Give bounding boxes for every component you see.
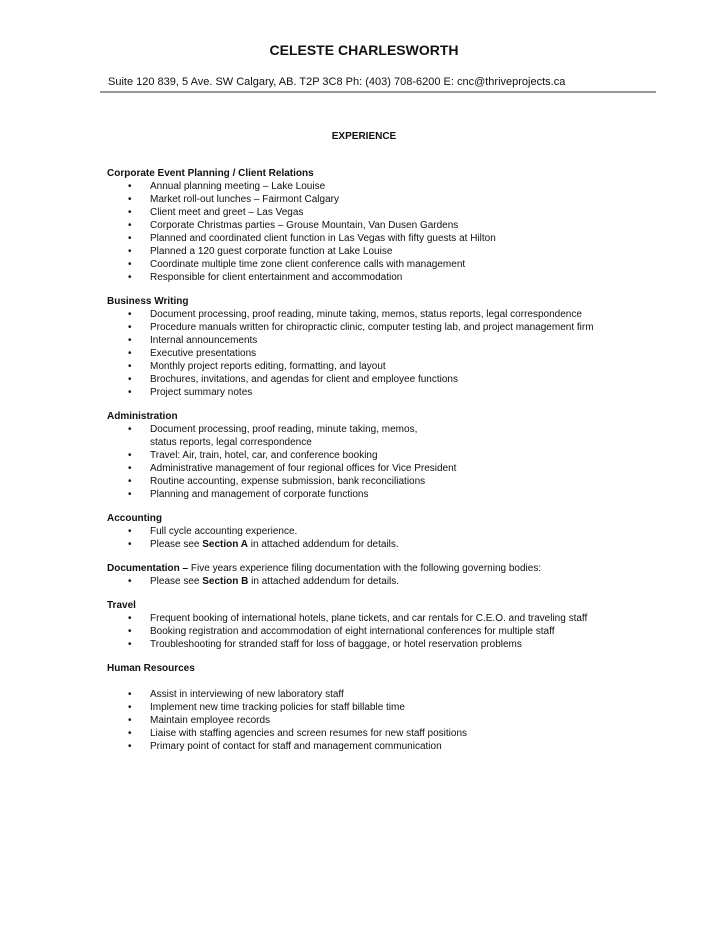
list-item bbox=[107, 245, 667, 258]
bullet-icon: • bbox=[128, 220, 132, 231]
bullet-icon: • bbox=[128, 526, 132, 537]
item-text: Routine accounting, expense submission, bank reconciliations bbox=[150, 476, 426, 487]
section-business-writing bbox=[107, 295, 667, 399]
section-administration bbox=[107, 410, 667, 501]
section-heading bbox=[107, 295, 667, 308]
section-heading bbox=[107, 599, 667, 612]
heading-description: Five years experience filing documentation with the following governing bodies: bbox=[188, 563, 542, 574]
bullet-icon: • bbox=[128, 272, 132, 283]
list-item bbox=[107, 688, 667, 701]
bullet-icon: • bbox=[128, 233, 132, 244]
list-item bbox=[107, 575, 667, 588]
heading-text: Administration bbox=[107, 411, 178, 422]
section-heading bbox=[107, 662, 667, 675]
bullet-icon: • bbox=[128, 702, 132, 713]
bullet-list bbox=[107, 612, 667, 651]
item-bold-text: Section A bbox=[202, 539, 249, 550]
section-travel bbox=[107, 599, 667, 651]
bullet-list bbox=[107, 423, 667, 501]
item-bold-text: Section B bbox=[202, 576, 249, 587]
list-item bbox=[107, 360, 667, 373]
list-item bbox=[107, 740, 667, 753]
item-text: Planned and coordinated client function in Las Vegas with fifty guests at Hilton bbox=[150, 233, 496, 244]
item-text: Corporate Christmas parties – Grouse Mountain, Van Dusen Gardens bbox=[150, 220, 459, 231]
bullet-icon: • bbox=[128, 613, 132, 624]
item-text: Full cycle accounting experience. bbox=[150, 526, 298, 537]
bullet-icon: • bbox=[128, 309, 132, 320]
spacer bbox=[107, 675, 667, 688]
list-item bbox=[107, 193, 667, 206]
experience-title: EXPERIENCE bbox=[331, 131, 397, 142]
bullet-list bbox=[107, 308, 667, 399]
list-item bbox=[107, 462, 667, 475]
list-item bbox=[107, 258, 667, 271]
bullet-icon: • bbox=[128, 387, 132, 398]
heading-text: Corporate Event Planning / Client Relations bbox=[107, 168, 314, 179]
list-item bbox=[107, 475, 667, 488]
item-text: Travel: Air, train, hotel, car, and conference booking bbox=[150, 450, 378, 461]
item-text: Liaise with staffing agencies and screen resumes for new staff positions bbox=[150, 728, 468, 739]
list-item bbox=[107, 727, 667, 740]
bullet-icon: • bbox=[128, 207, 132, 218]
item-text: Troubleshooting for stranded staff for loss of baggage, or hotel reservation problems bbox=[150, 639, 522, 650]
bullet-icon: • bbox=[128, 639, 132, 650]
section-human-resources bbox=[107, 662, 667, 753]
item-text: Assist in interviewing of new laboratory staff bbox=[150, 689, 344, 700]
bullet-list bbox=[107, 525, 667, 551]
bullet-icon: • bbox=[128, 689, 132, 700]
list-item bbox=[107, 488, 667, 501]
list-item bbox=[107, 373, 667, 386]
item-text: Internal announcements bbox=[150, 335, 258, 346]
list-item bbox=[107, 625, 667, 638]
item-text: Please see bbox=[150, 539, 203, 550]
list-item bbox=[107, 612, 667, 625]
bullet-icon: • bbox=[128, 450, 132, 461]
list-item bbox=[107, 206, 667, 219]
bullet-icon: • bbox=[128, 246, 132, 257]
bullet-icon: • bbox=[128, 576, 132, 587]
item-text: Coordinate multiple time zone client conference calls with management bbox=[150, 259, 466, 270]
bullet-icon: • bbox=[128, 374, 132, 385]
item-text: Maintain employee records bbox=[150, 715, 271, 726]
bullet-list bbox=[107, 575, 667, 588]
item-text: Planned a 120 guest corporate function at Lake Louise bbox=[150, 246, 393, 257]
item-text: Frequent booking of international hotels, plane tickets, and car rentals for C.E.O. and traveling staff bbox=[150, 613, 588, 624]
section-heading bbox=[107, 410, 667, 423]
bullet-icon: • bbox=[128, 489, 132, 500]
list-item bbox=[107, 180, 667, 193]
list-item bbox=[107, 449, 667, 462]
section-heading bbox=[107, 512, 667, 525]
item-text: Primary point of contact for staff and management communication bbox=[150, 741, 442, 752]
list-item bbox=[107, 423, 667, 449]
bullet-icon: • bbox=[128, 728, 132, 739]
item-text: Administrative management of four regional offices for Vice President bbox=[150, 463, 457, 474]
item-text: Planning and management of corporate functions bbox=[150, 489, 369, 500]
item-text: Project summary notes bbox=[150, 387, 253, 398]
item-text: Monthly project reports editing, formatting, and layout bbox=[150, 361, 386, 372]
section-corporate-event-planning-client-relations bbox=[107, 167, 667, 284]
list-item bbox=[107, 538, 667, 551]
list-item bbox=[107, 525, 667, 538]
bullet-list bbox=[107, 180, 667, 284]
list-item bbox=[107, 232, 667, 245]
list-item bbox=[107, 334, 667, 347]
section-documentation bbox=[107, 562, 667, 588]
experience-content bbox=[107, 167, 667, 764]
section-heading bbox=[107, 167, 667, 180]
bullet-list bbox=[107, 688, 667, 753]
item-text-end: in attached addendum for details. bbox=[248, 576, 400, 587]
bullet-icon: • bbox=[128, 741, 132, 752]
item-text-end: in attached addendum for details. bbox=[248, 539, 399, 550]
bullet-icon: • bbox=[128, 626, 132, 637]
item-text: Booking registration and accommodation of eight international conferences for multiple staff bbox=[150, 626, 555, 637]
bullet-icon: • bbox=[128, 322, 132, 333]
section-heading bbox=[107, 562, 667, 575]
bullet-icon: • bbox=[128, 463, 132, 474]
candidate-name: CELESTE CHARLESWORTH bbox=[269, 42, 459, 58]
list-item bbox=[107, 714, 667, 727]
bullet-icon: • bbox=[128, 348, 132, 359]
heading-text: Human Resources bbox=[107, 663, 195, 674]
bullet-icon: • bbox=[128, 259, 132, 270]
item-text: Client meet and greet – Las Vegas bbox=[150, 207, 304, 218]
item-text: Executive presentations bbox=[150, 348, 257, 359]
item-text: Procedure manuals written for chiropractic clinic, computer testing lab, and project management firm bbox=[150, 322, 594, 333]
item-text: Annual planning meeting – Lake Louise bbox=[150, 181, 326, 192]
section-accounting bbox=[107, 512, 667, 551]
bullet-icon: • bbox=[128, 424, 132, 435]
list-item bbox=[107, 386, 667, 399]
heading-text: Documentation – bbox=[107, 563, 189, 574]
heading-text: Business Writing bbox=[107, 296, 189, 307]
header-divider bbox=[100, 91, 656, 93]
item-text: Document processing, proof reading, minute taking, memos, status reports, legal correspondence bbox=[150, 424, 418, 448]
bullet-icon: • bbox=[128, 715, 132, 726]
item-text: Brochures, invitations, and agendas for client and employee functions bbox=[150, 374, 458, 385]
bullet-icon: • bbox=[128, 361, 132, 372]
list-item bbox=[107, 321, 667, 334]
list-item bbox=[107, 347, 667, 360]
item-text: Responsible for client entertainment and accommodation bbox=[150, 272, 403, 283]
bullet-icon: • bbox=[128, 194, 132, 205]
bullet-icon: • bbox=[128, 476, 132, 487]
item-text: Document processing, proof reading, minute taking, memos, status reports, legal correspondence bbox=[150, 309, 582, 320]
item-text: Please see bbox=[150, 576, 203, 587]
bullet-icon: • bbox=[128, 181, 132, 192]
item-text: Market roll-out lunches – Fairmont Calgary bbox=[150, 194, 339, 205]
contact-info: Suite 120 839, 5 Ave. SW Calgary, AB. T2P 3C8 Ph: (403) 708-6200 E: cnc@thriveprojects.ca bbox=[108, 76, 566, 88]
list-item bbox=[107, 219, 667, 232]
list-item bbox=[107, 308, 667, 321]
item-text: Implement new time tracking policies for staff billable time bbox=[150, 702, 405, 713]
list-item bbox=[107, 701, 667, 714]
list-item bbox=[107, 271, 667, 284]
heading-text: Accounting bbox=[107, 513, 162, 524]
heading-text: Travel bbox=[107, 600, 136, 611]
list-item bbox=[107, 638, 667, 651]
bullet-icon: • bbox=[128, 335, 132, 346]
bullet-icon: • bbox=[128, 539, 132, 550]
